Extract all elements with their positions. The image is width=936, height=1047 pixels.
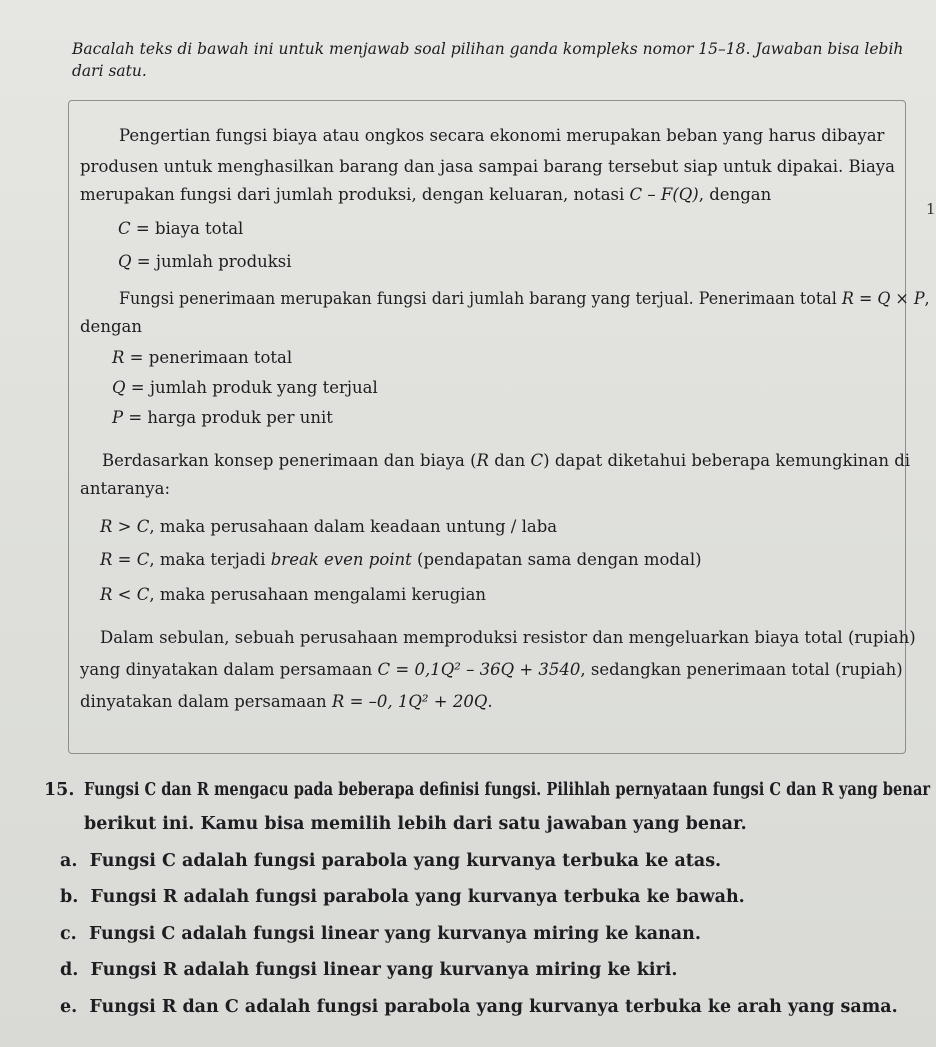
text: = biaya total — [130, 219, 244, 238]
revenue-formula: R = Q × P — [841, 289, 925, 308]
text: , maka terjadi — [149, 550, 271, 569]
question-line-2: berikut ini. Kamu bisa memilih lebih dari satu jawaban yang benar. — [84, 814, 747, 834]
option-e[interactable] — [60, 997, 898, 1017]
passage-p3-line-1 — [102, 451, 910, 470]
text: = harga produk per unit — [123, 408, 333, 427]
condition: R > C — [100, 517, 150, 536]
passage-p4-line-3 — [80, 692, 493, 711]
text: merupakan fungsi dari jumlah produksi, dengan keluaran, notasi — [80, 185, 630, 204]
text: = jumlah produksi — [131, 252, 292, 271]
text: yang dinyatakan dalam persamaan — [80, 660, 378, 679]
symbol: C — [530, 451, 544, 470]
passage-p2-line-1 — [119, 289, 930, 308]
case-loss — [100, 585, 486, 604]
option-letter: c. — [60, 924, 77, 944]
instruction-line-1: Bacalah teks di bawah ini untuk menjawab soal pilihan ganda kompleks nomor 15–18. Jawaban bisa lebih — [72, 40, 904, 58]
condition: R = C — [100, 550, 150, 569]
question-number: 15. — [44, 780, 75, 800]
question-line-1: Fungsi C dan R mengacu pada beberapa definisi fungsi. Pilihlah pernyataan fungsi C dan R yang benar — [84, 780, 931, 800]
text: ) dapat diketahui beberapa kemungkinan di — [543, 451, 911, 470]
text: , maka perusahaan mengalami kerugian — [149, 585, 487, 604]
passage-p4-line-1: Dalam sebulan, sebuah perusahaan memproduksi resistor dan mengeluarkan biaya total (rupiah) — [100, 628, 916, 647]
text: , sedangkan penerimaan total (rupiah) — [580, 660, 903, 679]
symbol: Q — [112, 378, 126, 397]
case-break-even — [100, 550, 702, 569]
option-text: Fungsi R adalah fungsi parabola yang kurvanya terbuka ke bawah. — [90, 887, 745, 907]
symbol: R — [476, 451, 489, 470]
option-d[interactable] — [60, 960, 678, 980]
definition-p — [112, 408, 333, 427]
passage-p4-line-2 — [80, 660, 903, 679]
text: Fungsi penerimaan merupakan fungsi dari jumlah barang yang terjual. Penerimaan total — [119, 289, 842, 308]
case-profit — [100, 517, 557, 536]
option-text: Fungsi R dan C adalah fungsi parabola yang kurvanya terbuka ke arah yang sama. — [89, 997, 898, 1017]
text: , maka perusahaan dalam keadaan untung / laba — [149, 517, 558, 536]
option-c[interactable] — [60, 924, 701, 944]
instruction-line-2: dari satu. — [72, 62, 147, 80]
text: Berdasarkan konsep penerimaan dan biaya ( — [102, 451, 477, 470]
passage-p1-line-2: produsen untuk menghasilkan barang dan jasa sampai barang tersebut siap untuk dipakai. Biaya — [80, 157, 895, 176]
text: . — [487, 692, 493, 711]
symbol: R — [112, 348, 125, 367]
text: = jumlah produk yang terjual — [125, 378, 378, 397]
definition-q — [118, 252, 292, 271]
passage-p2-line-2: dengan — [80, 317, 142, 336]
option-letter: d. — [60, 960, 79, 980]
definition-q2 — [112, 378, 378, 397]
option-letter: a. — [60, 851, 78, 871]
symbol: P — [112, 408, 124, 427]
definition-c — [118, 219, 243, 238]
passage-p3-line-2: antaranya: — [80, 479, 171, 498]
text: dinyatakan dalam persamaan — [80, 692, 332, 711]
revenue-equation: R = –0, 1Q² + 20Q — [331, 692, 488, 711]
text: = penerimaan total — [124, 348, 293, 367]
symbol: C — [118, 219, 131, 238]
option-text: Fungsi C adalah fungsi parabola yang kurvanya terbuka ke atas. — [89, 851, 722, 871]
italic-term: break even point — [270, 550, 412, 569]
definition-r — [112, 348, 292, 367]
margin-mark: 1 — [926, 200, 936, 218]
option-a[interactable] — [60, 851, 721, 871]
option-text: Fungsi C adalah fungsi linear yang kurvanya miring ke kanan. — [88, 924, 701, 944]
text: , dengan — [698, 185, 772, 204]
option-b[interactable] — [60, 887, 745, 907]
text: , — [924, 289, 930, 308]
text: dan — [488, 451, 531, 470]
text: (pendapatan sama dengan modal) — [411, 550, 702, 569]
passage-p1-line-1: Pengertian fungsi biaya atau ongkos secara ekonomi merupakan beban yang harus dibayar — [119, 126, 885, 145]
symbol: Q — [118, 252, 132, 271]
option-letter: e. — [60, 997, 78, 1017]
passage-p1-line-3 — [80, 185, 771, 204]
cost-equation: C = 0,1Q² – 36Q + 3540 — [377, 660, 581, 679]
option-text: Fungsi R adalah fungsi linear yang kurvanya miring ke kiri. — [90, 960, 678, 980]
option-letter: b. — [60, 887, 79, 907]
cost-notation: C – F(Q) — [629, 185, 699, 204]
condition: R < C — [100, 585, 150, 604]
